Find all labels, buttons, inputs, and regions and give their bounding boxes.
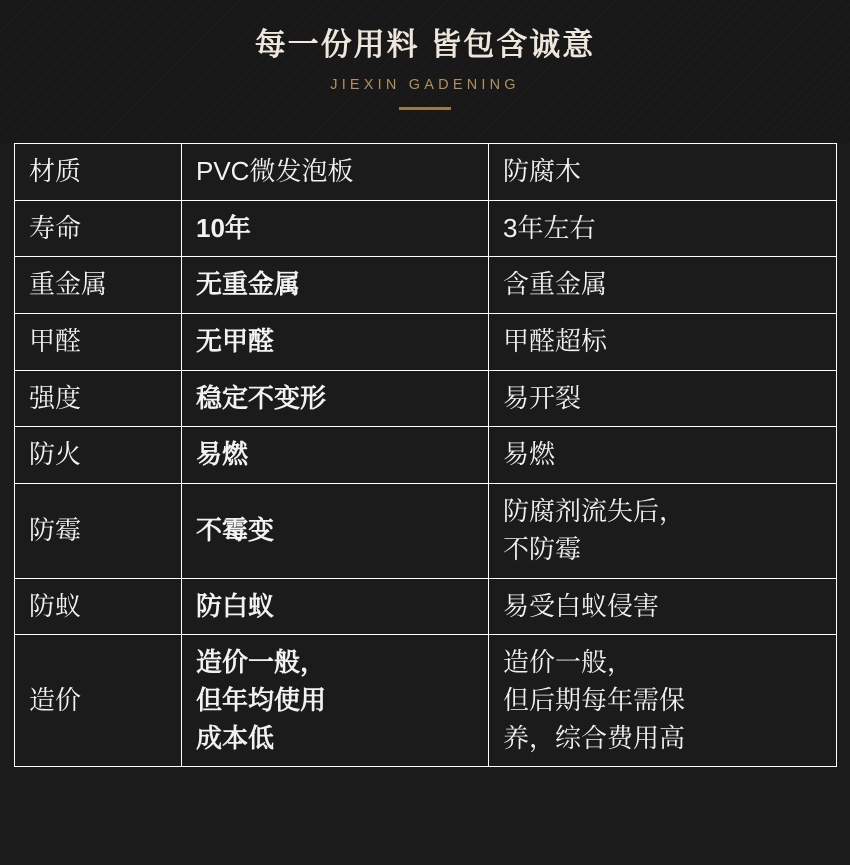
table-row <box>15 370 837 427</box>
competitor-value-cell: 易受白蚁侵害 <box>489 578 837 635</box>
row-label-cell: 甲醛 <box>15 314 182 371</box>
row-label-cell: 防火 <box>15 427 182 484</box>
header-banner <box>0 0 850 143</box>
product-value-cell: 10年 <box>182 200 489 257</box>
competitor-value-cell: 造价一般， 但后期每年需保 养，综合费用高 <box>489 635 837 767</box>
row-label-cell: 材质 <box>15 144 182 201</box>
table-row <box>15 257 837 314</box>
product-value-cell: 稳定不变形 <box>182 370 489 427</box>
product-value-cell: 无重金属 <box>182 257 489 314</box>
divider-rule <box>399 107 451 110</box>
product-value-cell: 易燃 <box>182 427 489 484</box>
competitor-value-cell: 易燃 <box>489 427 837 484</box>
row-label-cell: 强度 <box>15 370 182 427</box>
row-label-cell: 防霉 <box>15 484 182 578</box>
product-value-cell: 无甲醛 <box>182 314 489 371</box>
competitor-value-cell: 含重金属 <box>489 257 837 314</box>
table-row <box>15 200 837 257</box>
row-label-cell: 寿命 <box>15 200 182 257</box>
product-value-cell: 不霉变 <box>182 484 489 578</box>
product-value-cell: 防白蚁 <box>182 578 489 635</box>
table-row <box>15 144 837 201</box>
table-row <box>15 427 837 484</box>
table-row <box>15 635 837 767</box>
row-label-cell: 重金属 <box>15 257 182 314</box>
table-row <box>15 484 837 578</box>
table-body <box>15 144 837 767</box>
table-row <box>15 578 837 635</box>
competitor-value-cell: 甲醛超标 <box>489 314 837 371</box>
row-label-cell: 造价 <box>15 635 182 767</box>
product-value-cell: 造价一般， 但年均使用 成本低 <box>182 635 489 767</box>
row-label-cell: 防蚁 <box>15 578 182 635</box>
competitor-value-cell: 防腐木 <box>489 144 837 201</box>
table-row <box>15 314 837 371</box>
competitor-value-cell: 防腐剂流失后， 不防霉 <box>489 484 837 578</box>
comparison-table <box>14 143 837 767</box>
product-value-cell: PVC微发泡板 <box>182 144 489 201</box>
page-title: 每一份用料 皆包含诚意 <box>254 27 596 62</box>
comparison-table-container <box>0 143 850 865</box>
competitor-value-cell: 易开裂 <box>489 370 837 427</box>
competitor-value-cell: 3年左右 <box>489 200 837 257</box>
page-subtitle: JIEXIN GADENING <box>330 77 520 94</box>
